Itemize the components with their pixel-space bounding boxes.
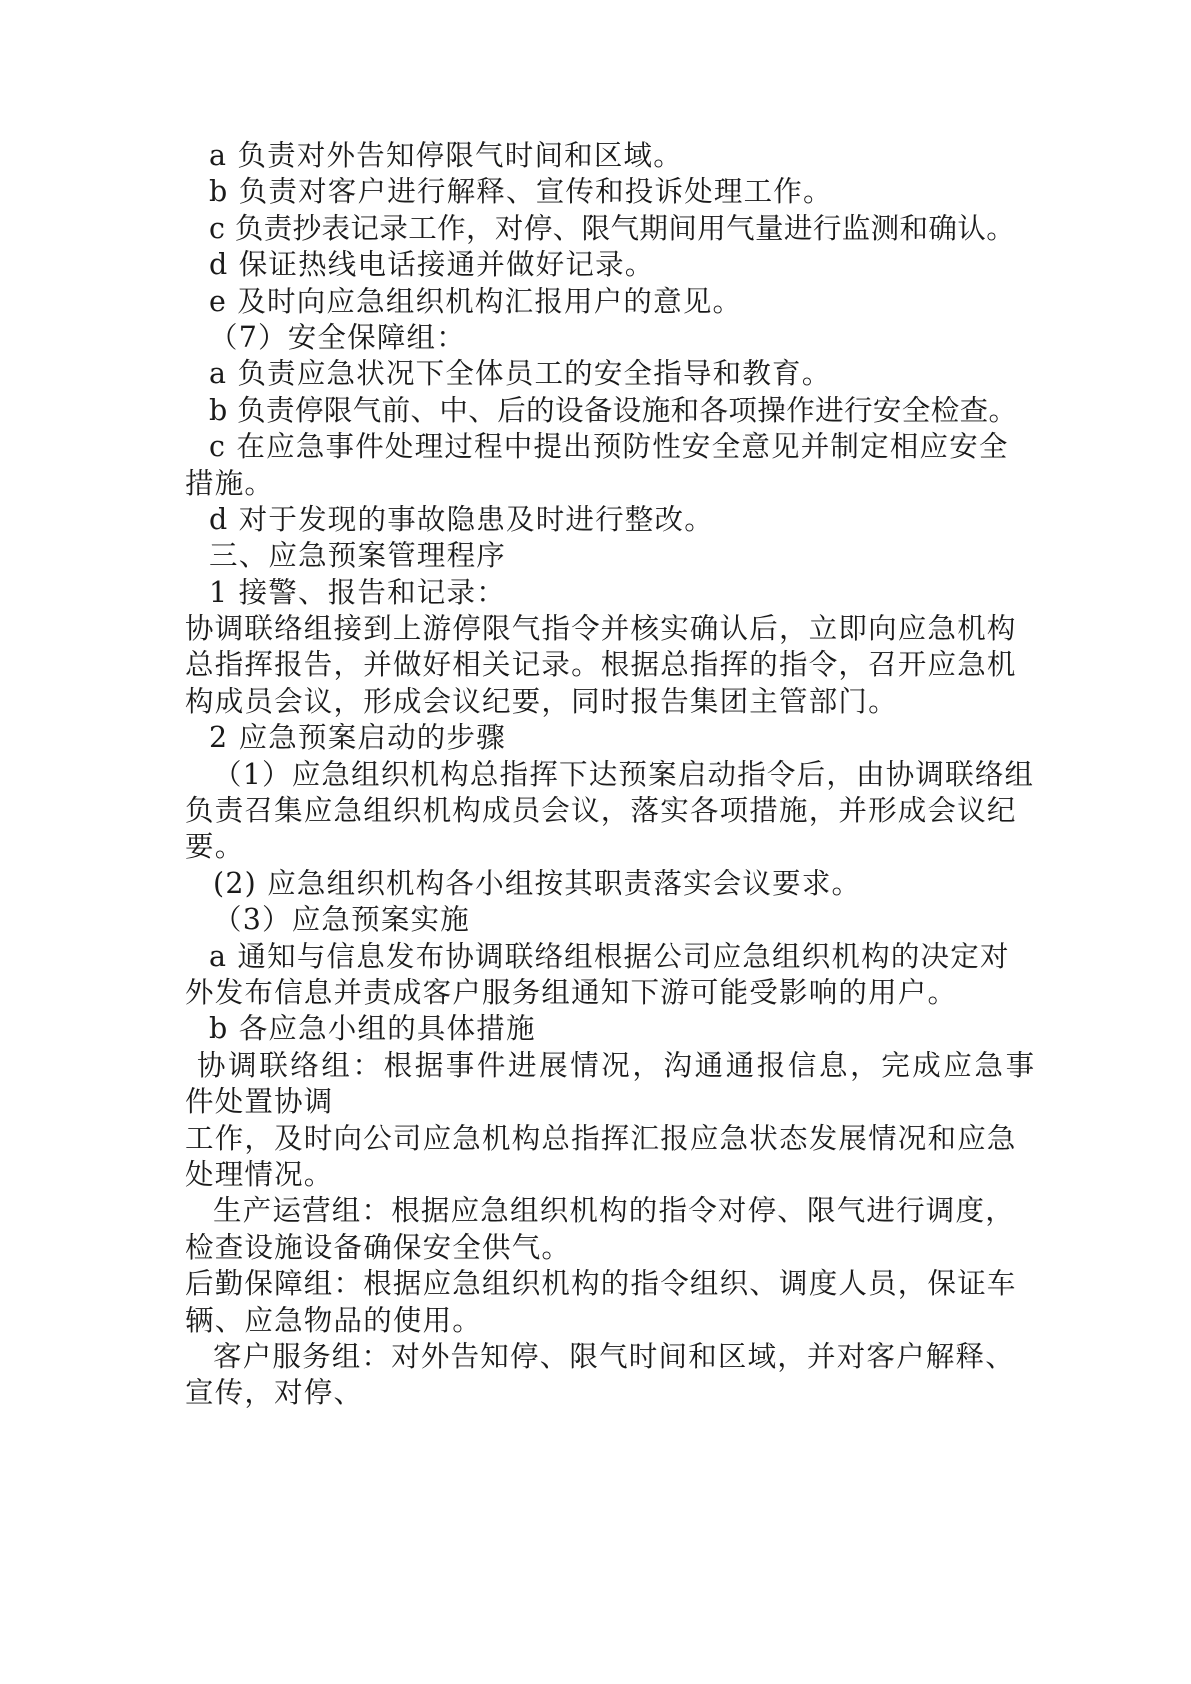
paragraph-line: 总指挥报告，并做好相关记录。根据总指挥的指令，召开应急机	[185, 648, 1017, 682]
paragraph-line: 措施。	[185, 466, 275, 500]
paragraph-line: 工作，及时向公司应急机构总指挥汇报应急状态发展情况和应急	[185, 1121, 1017, 1155]
paragraph-line: 协调联络组接到上游停限气指令并核实确认后，立即向应急机构	[185, 612, 1017, 646]
paragraph-line: (2) 应急组织机构各小组按其职责落实会议要求。	[213, 866, 862, 900]
paragraph-line: 件处置协调	[185, 1085, 334, 1119]
paragraph-line: 生产运营组：根据应急组织机构的指令对停、限气进行调度，	[213, 1194, 1015, 1228]
paragraph-line: 负责召集应急组织机构成员会议，落实各项措施，并形成会议纪	[185, 794, 1017, 828]
document-body	[185, 138, 1037, 1412]
paragraph-line: 协调联络组：根据事件进展情况，沟通通报信息，完成应急事	[197, 1048, 1037, 1082]
paragraph-line: a 负责应急状况下全体员工的安全指导和教育。	[209, 357, 832, 391]
paragraph-line: c 在应急事件处理过程中提出预防性安全意见并制定相应安全	[209, 430, 1009, 464]
section-heading: 三、应急预案管理程序	[209, 539, 507, 573]
paragraph-line: d 对于发现的事故隐患及时进行整改。	[209, 502, 714, 536]
paragraph-line: 检查设施设备确保安全供气。	[185, 1230, 572, 1264]
section-heading: （3）应急预案实施	[213, 903, 470, 937]
paragraph-line: a 通知与信息发布协调联络组根据公司应急组织机构的决定对	[209, 939, 1010, 973]
paragraph-line: 外发布信息并责成客户服务组通知下游可能受影响的用户。	[185, 975, 958, 1009]
paragraph-line: b 负责停限气前、中、后的设备设施和各项操作进行安全检查。	[209, 393, 1018, 427]
paragraph-line: b 各应急小组的具体措施	[209, 1012, 536, 1046]
paragraph-line: b 负责对客户进行解释、宣传和投诉处理工作。	[209, 175, 833, 209]
section-heading: （7）安全保障组：	[209, 320, 466, 354]
section-heading: 2 应急预案启动的步骤	[209, 721, 506, 755]
paragraph-line: 构成员会议，形成会议纪要，同时报告集团主管部门。	[185, 684, 898, 718]
paragraph-line: 要。	[185, 830, 245, 864]
paragraph-line: 客户服务组：对外告知停、限气时间和区域，并对客户解释、	[213, 1339, 1015, 1373]
paragraph-line: a 负责对外告知停限气时间和区域。	[209, 139, 683, 172]
paragraph-line: c 负责抄表记录工作，对停、限气期间用气量进行监测和确认。	[209, 211, 1016, 245]
paragraph-line: 辆、应急物品的使用。	[185, 1303, 483, 1337]
paragraph-line: d 保证热线电话接通并做好记录。	[209, 248, 655, 282]
paragraph-line: （1）应急组织机构总指挥下达预案启动指令后，由协调联络组	[213, 757, 1035, 791]
paragraph-line: e 及时向应急组织机构汇报用户的意见。	[209, 284, 743, 318]
paragraph-line: 处理情况。	[185, 1157, 334, 1191]
paragraph-line: 宣传，对停、	[185, 1376, 364, 1410]
section-heading: 1 接警、报告和记录：	[209, 575, 506, 609]
paragraph-line: 后勤保障组：根据应急组织机构的指令组织、调度人员，保证车	[185, 1267, 1017, 1301]
